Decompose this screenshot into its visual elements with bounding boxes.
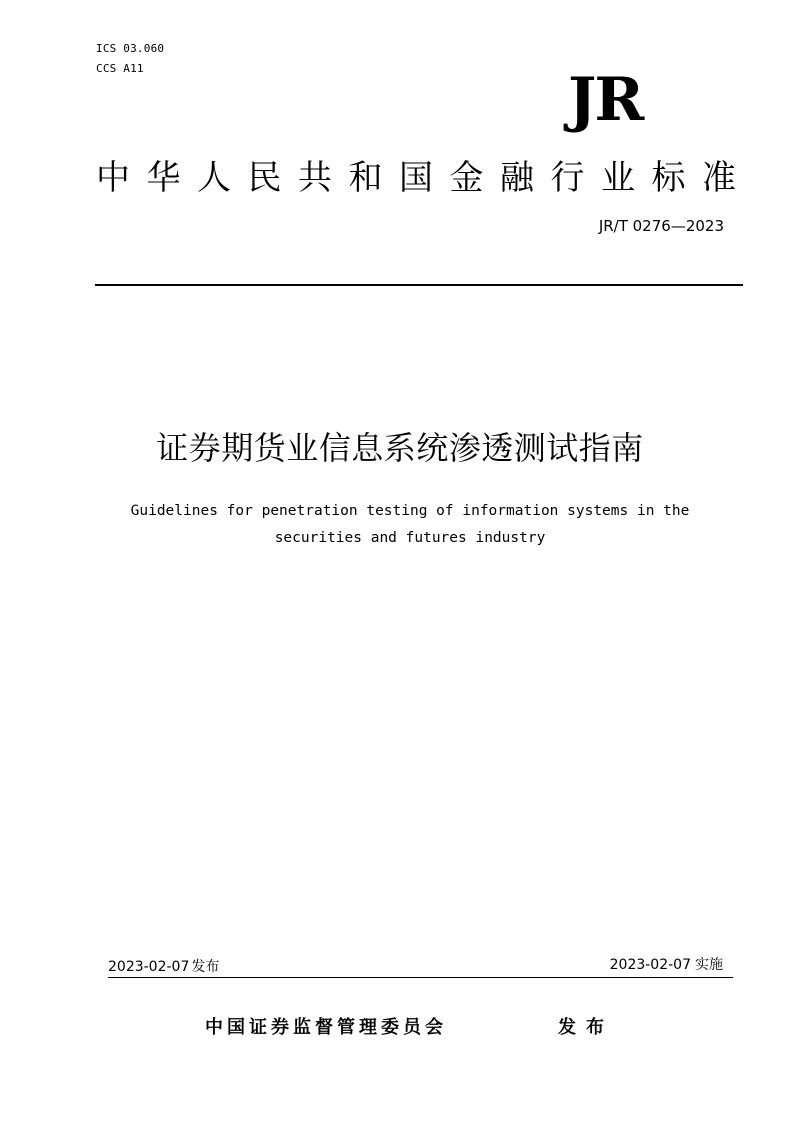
implementation-date-label: 实施 <box>695 957 723 973</box>
implementation-date-value: 2023-02-07 <box>609 957 691 973</box>
english-title-line-1: Guidelines for penetration testing of information systems in the <box>130 503 690 519</box>
standard-title-char: 国 <box>399 158 433 198</box>
standard-title-char: 华 <box>146 158 181 198</box>
ccs-code: CCS A11 <box>96 62 144 75</box>
standard-title-char: 金 <box>449 158 484 198</box>
date-divider <box>108 977 733 978</box>
issuer-action: 发布 <box>558 1017 614 1038</box>
standard-number: JR/T 0276—2023 <box>598 217 724 235</box>
document-title: 证券期货业信息系统渗透测试指南 <box>156 429 644 467</box>
standard-title-char: 共 <box>298 158 332 198</box>
issuer-name: 中国证券监督管理委员会 <box>205 1017 447 1038</box>
standard-title-char: 行 <box>550 158 585 198</box>
release-date-value: 2023-02-07 <box>108 959 190 975</box>
english-title-line-2: securities and futures industry <box>274 530 546 546</box>
english-title <box>100 498 720 552</box>
ics-code: ICS 03.060 <box>96 42 165 55</box>
standard-title-char: 标 <box>651 158 686 198</box>
jr-logo: JR <box>568 65 643 135</box>
release-date-label: 发布 <box>191 959 220 975</box>
standard-title-char: 中 <box>96 158 130 198</box>
standard-title-char: 业 <box>601 158 635 198</box>
standard-title-char: 民 <box>247 158 282 198</box>
release-date <box>108 957 219 977</box>
standard-title-char: 和 <box>348 158 383 198</box>
implementation-date <box>610 955 723 975</box>
standard-title-char: 融 <box>500 158 534 198</box>
standard-title-char: 准 <box>702 158 736 198</box>
header-divider <box>95 284 743 286</box>
standard-title-char: 人 <box>197 158 231 198</box>
standard-category-title <box>96 154 736 202</box>
